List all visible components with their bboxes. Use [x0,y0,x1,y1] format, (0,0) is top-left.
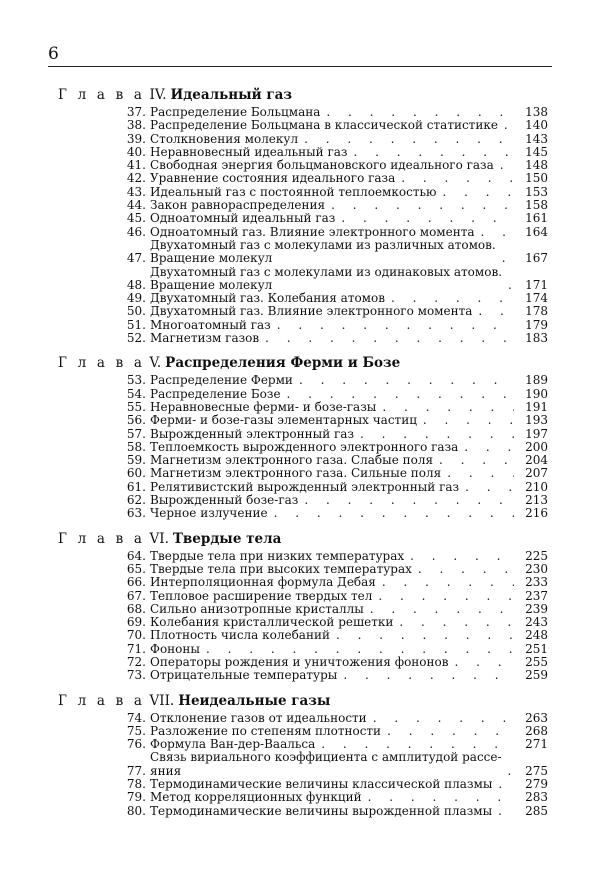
section-number: 53. [126,373,146,388]
toc-entry[interactable] [122,725,548,738]
section-number: 47. [126,251,146,266]
toc-entry[interactable] [122,212,548,225]
toc-entry[interactable] [122,172,548,185]
toc-entry[interactable] [122,119,548,132]
section-title: Распределение Ферми [150,373,293,388]
toc-entry[interactable] [122,805,548,818]
section-title-continuation: яния [150,763,182,778]
toc-entry[interactable] [122,146,548,159]
section-number: 43. [126,184,146,199]
toc-entry[interactable] [122,590,548,603]
section-number: 37. [126,105,146,119]
section-title: Идеальный газ с постоянной теплоемкостью [150,184,437,199]
page-ref: 251 [525,641,548,656]
section-title: Магнетизм газов [150,331,260,346]
page-ref: 197 [525,426,548,441]
section-title-line: Двухатомный газ с молекулами из различных атомов. [150,237,496,252]
section-title: Свободная энергия больцмановского идеального газа [150,158,494,173]
dot-leader [206,643,514,656]
chapter-section [58,354,548,520]
section-title: Неравновесный идеальный газ [150,144,348,159]
section-number: 51. [126,317,146,332]
dot-leader [304,494,514,507]
dot-leader [277,319,514,332]
chapter-prefix: Г л а в а [58,530,146,547]
page-ref: 179 [525,317,548,332]
section-number: 77. [126,763,146,778]
toc-entry[interactable] [122,414,548,427]
toc-entry[interactable] [122,629,548,642]
page-ref: 239 [525,601,548,616]
section-title [150,266,502,293]
section-number: 42. [126,171,146,186]
page-ref: 193 [525,413,548,428]
chapter-heading [58,354,548,374]
toc-entry[interactable] [122,159,548,172]
page-ref: 167 [525,251,548,266]
toc-entry[interactable] [122,106,548,119]
toc-entry[interactable] [122,751,548,778]
chapter-number: IV. [149,87,167,103]
dot-leader [401,172,514,185]
section-title: Распределение Бозе [150,386,281,401]
toc-entry[interactable] [122,712,548,725]
page-ref: 204 [525,453,548,468]
toc-entry[interactable] [122,454,548,467]
section-title: Многоатомный газ [150,317,271,332]
section-number: 65. [126,561,146,576]
section-number: 64. [126,548,146,563]
page-number: 6 [48,44,59,64]
page-ref: 268 [525,723,548,738]
section-title: Двухатомный газ. Колебания атомов [150,291,385,306]
section-number: 59. [126,453,146,468]
table-of-contents [58,86,548,827]
section-title: Формула Ван-дер-Ваальса [150,737,316,752]
dot-leader [478,305,514,318]
chapter-title: Идеальный газ [170,87,293,103]
section-number: 50. [126,304,146,319]
toc-entry[interactable] [122,266,548,293]
section-title: Релятивистский вырожденный электронный газ [150,479,460,494]
dot-leader [447,467,514,480]
dot-leader [274,507,514,520]
toc-entry[interactable] [122,441,548,454]
section-number: 41. [126,158,146,173]
section-title: Сильно анизотропные кристаллы [150,601,364,616]
toc-entry[interactable] [122,467,548,480]
toc-entry[interactable] [122,186,548,199]
section-number: 45. [126,211,146,226]
section-number: 73. [126,668,146,683]
chapter-entries [122,712,548,818]
dot-leader [391,292,514,305]
page-ref: 189 [525,373,548,388]
dot-leader [321,738,514,751]
page-ref: 207 [525,466,548,481]
section-title: Плотность числа колебаний [150,628,330,643]
page-ref: 183 [525,331,548,346]
toc-entry[interactable] [122,319,548,332]
section-number: 63. [126,506,146,521]
section-title: Распределение Больцмана [150,105,321,119]
page-ref: 153 [525,184,548,199]
chapter-title: Распределения Ферми и Бозе [165,355,401,372]
page-ref: 275 [525,763,548,778]
chapter-title: Неидеальные газы [178,692,331,709]
section-number: 74. [126,710,146,725]
chapter-heading [58,530,548,550]
chapter-entries [122,106,548,345]
page-ref: 237 [525,588,548,603]
chapter-prefix: Г л а в а [58,87,146,103]
section-title-continuation: Вращение молекул [150,251,273,266]
page-ref: 259 [525,668,548,683]
section-number: 66. [126,575,146,590]
page-ref: 285 [525,803,548,818]
section-title [150,751,502,778]
toc-entry[interactable] [122,669,548,682]
section-title: Твердые тела при высоких температурах [150,561,412,576]
section-title: Колебания кристаллической решетки [150,615,394,630]
toc-entry[interactable] [122,738,548,751]
page-ref: 158 [525,198,548,213]
toc-entry[interactable] [122,643,548,656]
header-rule [48,66,552,67]
toc-entry[interactable] [122,494,548,507]
chapter-entries [122,550,548,683]
dot-leader [508,765,514,778]
dot-leader [382,401,514,414]
dot-leader [498,805,514,818]
page-ref: 174 [525,291,548,306]
section-number: 80. [126,803,146,818]
section-title-line: Связь вириального коэффициента с амплитудой рассе- [150,750,502,765]
toc-entry[interactable] [122,401,548,414]
toc-entry[interactable] [122,226,548,239]
section-number: 57. [126,426,146,441]
section-title: Интерполяционная формула Дебая [150,575,376,590]
section-title: Ферми- и бозе-газы элементарных частиц [150,413,417,428]
chapter-heading [58,692,548,712]
section-title: Тепловое расширение твердых тел [150,588,373,603]
section-title: Черное излучение [150,506,268,521]
dot-leader [353,146,514,159]
dot-leader [287,388,514,401]
section-title: Теплоемкость вырожденного электронного газа [150,439,459,454]
section-number: 46. [126,224,146,239]
dot-leader [331,199,514,212]
section-title: Метод корреляционных функций [150,790,362,805]
section-title [150,239,496,266]
section-title: Отрицательные температуры [150,668,338,683]
toc-entry[interactable] [122,305,548,318]
toc-entry[interactable] [122,332,548,345]
page-ref: 190 [525,386,548,401]
chapter-number: VI. [149,530,169,547]
chapter-title: Твердые тела [172,530,282,547]
page-ref: 279 [525,777,548,792]
section-number: 54. [126,386,146,401]
page-ref: 171 [525,277,548,292]
page-ref: 248 [525,628,548,643]
dot-leader [502,252,514,265]
page-ref: 143 [525,131,548,146]
page-ref: 243 [525,615,548,630]
dot-leader [336,629,514,642]
chapter-number: V. [149,355,162,372]
page-ref: 263 [525,710,548,725]
page-ref: 140 [525,118,548,133]
toc-entry[interactable] [122,199,548,212]
section-title: Термодинамические величины классической плазмы [150,777,493,792]
section-number: 58. [126,439,146,454]
page-ref: 255 [525,654,548,669]
page-ref: 210 [525,479,548,494]
section-title: Закон равнораспределения [150,198,326,213]
section-number: 61. [126,479,146,494]
toc-entry[interactable] [122,778,548,791]
chapter-section [58,692,548,818]
dot-leader [399,616,514,629]
section-title: Вырожденный электронный газ [150,426,354,441]
page-ref: 138 [525,105,548,119]
section-title: Одноатомный газ. Влияние электронного момента [150,224,475,239]
toc-entry[interactable] [122,791,548,804]
section-title: Столкновения молекул [150,131,299,146]
section-number: 69. [126,615,146,630]
toc-entry[interactable] [122,428,548,441]
dot-leader [498,778,514,791]
chapter-number: VII. [149,692,175,709]
page-ref: 230 [525,561,548,576]
dot-leader [504,119,514,132]
dot-leader [368,791,514,804]
page-ref: 200 [525,439,548,454]
toc-entry[interactable] [122,603,548,616]
section-number: 68. [126,601,146,616]
section-title: Магнетизм электронного газа. Слабые поля [150,453,434,468]
section-title: Распределение Больцмана в классической статистике [150,118,498,133]
dot-leader [481,226,514,239]
section-number: 39. [126,131,146,146]
dot-leader [464,441,514,454]
dot-leader [465,481,514,494]
page-ref: 271 [525,737,548,752]
page-ref: 164 [525,224,548,239]
toc-entry[interactable] [122,374,548,387]
section-number: 49. [126,291,146,306]
section-number: 71. [126,641,146,656]
dot-leader [423,414,514,427]
section-number: 72. [126,654,146,669]
dot-leader [265,332,514,345]
section-number: 67. [126,588,146,603]
page-ref: 213 [525,493,548,508]
chapter-section [58,86,548,345]
section-number: 70. [126,628,146,643]
chapter-prefix: Г л а в а [58,692,146,709]
section-number: 40. [126,144,146,159]
section-title: Разложение по степеням плотности [150,723,382,738]
page-ref: 283 [525,790,548,805]
dot-leader [360,428,514,441]
dot-leader [304,133,514,146]
section-number: 60. [126,466,146,481]
section-number: 52. [126,331,146,346]
dot-leader [326,106,514,119]
section-title: Твердые тела при низких температурах [150,548,405,563]
section-title: Термодинамические величины вырожденной плазмы [150,803,493,818]
chapter-heading [58,86,548,106]
page-ref: 233 [525,575,548,590]
dot-leader [442,186,514,199]
page-ref: 178 [525,304,548,319]
section-title: Магнетизм электронного газа. Сильные поля [150,466,442,481]
dot-leader [378,590,514,603]
toc-entry[interactable] [122,388,548,401]
section-number: 79. [126,790,146,805]
chapter-entries [122,374,548,520]
section-title: Уравнение состояния идеального газа [150,171,396,186]
dot-leader [508,279,514,292]
section-title: Фононы [150,641,200,656]
section-title: Вырожденный бозе-газ [150,493,299,508]
toc-entry[interactable] [122,481,548,494]
page-ref: 216 [525,506,548,521]
dot-leader [410,550,514,563]
toc-entry[interactable] [122,507,548,520]
toc-entry[interactable] [122,616,548,629]
section-number: 62. [126,493,146,508]
dot-leader [382,576,514,589]
dot-leader [341,212,514,225]
page-ref: 150 [525,171,548,186]
chapter-section [58,530,548,683]
section-number: 48. [126,277,146,292]
page-ref: 161 [525,211,548,226]
chapter-prefix: Г л а в а [58,355,146,372]
toc-entry[interactable] [122,576,548,589]
dot-leader [373,712,514,725]
section-number: 44. [126,198,146,213]
dot-leader [370,603,514,616]
section-title-continuation: Вращение молекул [150,277,273,292]
section-title: Операторы рождения и уничтожения фононов [150,654,449,669]
dot-leader [439,454,514,467]
section-number: 76. [126,737,146,752]
toc-entry[interactable] [122,239,548,266]
section-number: 78. [126,777,146,792]
section-number: 75. [126,723,146,738]
toc-entry[interactable] [122,292,548,305]
section-title: Двухатомный газ. Влияние электронного момента [150,304,473,319]
section-number: 38. [126,118,146,133]
dot-leader [299,374,514,387]
section-title: Отклонение газов от идеальности [150,710,367,725]
section-number: 56. [126,413,146,428]
section-title-line: Двухатомный газ с молекулами из одинаковых атомов. [150,264,503,279]
page-ref: 145 [525,144,548,159]
page-ref: 225 [525,548,548,563]
dot-leader [500,159,514,172]
toc-entry[interactable] [122,133,548,146]
section-number: 55. [126,399,146,414]
toc-entry[interactable] [122,563,548,576]
dot-leader [343,669,514,682]
dot-leader [387,725,514,738]
dot-leader [418,563,514,576]
toc-entry[interactable] [122,550,548,563]
page-ref: 191 [525,399,548,414]
dot-leader [455,656,514,669]
page-ref: 148 [525,158,548,173]
section-title: Неравновесные ферми- и бозе-газы [150,399,377,414]
toc-entry[interactable] [122,656,548,669]
section-title: Одноатомный идеальный газ [150,211,336,226]
